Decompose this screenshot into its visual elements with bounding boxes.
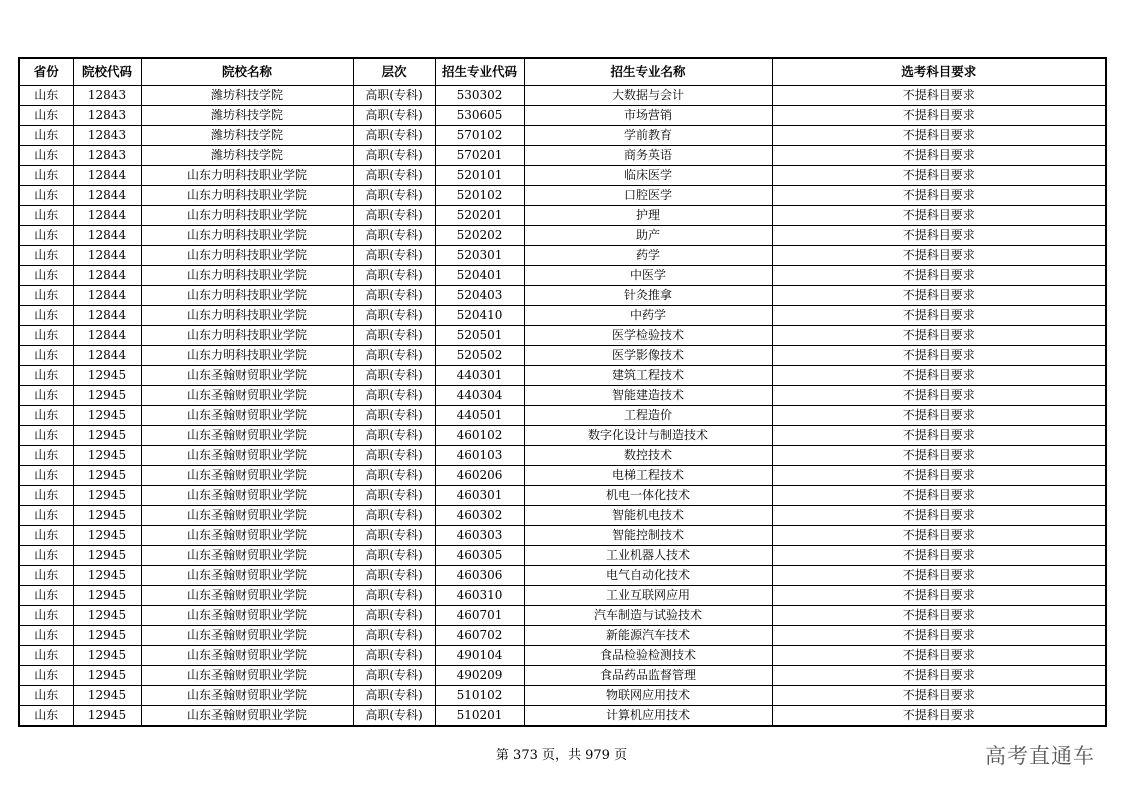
table-row (19, 666, 1106, 686)
cell-school-name: 山东力明科技职业学院 (141, 326, 353, 346)
cell-major-name: 电梯工程技术 (524, 466, 772, 486)
cell-province: 山东 (19, 686, 73, 706)
cell-level: 高职(专科) (353, 106, 435, 126)
cell-major-name: 物联网应用技术 (524, 686, 772, 706)
cell-province: 山东 (19, 266, 73, 286)
cell-province: 山东 (19, 106, 73, 126)
cell-level: 高职(专科) (353, 86, 435, 106)
cell-level: 高职(专科) (353, 246, 435, 266)
cell-major-code: 520202 (435, 226, 524, 246)
cell-major-code: 440304 (435, 386, 524, 406)
cell-level: 高职(专科) (353, 126, 435, 146)
cell-major-code: 520410 (435, 306, 524, 326)
cell-major-code: 490104 (435, 646, 524, 666)
table-row (19, 646, 1106, 666)
cell-school-name: 山东圣翰财贸职业学院 (141, 406, 353, 426)
cell-major-name: 新能源汽车技术 (524, 626, 772, 646)
cell-school-name: 山东圣翰财贸职业学院 (141, 386, 353, 406)
cell-major-code: 460103 (435, 446, 524, 466)
cell-school-code: 12945 (73, 606, 141, 626)
cell-major-name: 智能控制技术 (524, 526, 772, 546)
cell-major-name: 机电一体化技术 (524, 486, 772, 506)
header-subject-requirement: 选考科目要求 (772, 58, 1106, 86)
table-row (19, 106, 1106, 126)
cell-province: 山东 (19, 626, 73, 646)
table-row (19, 326, 1106, 346)
cell-major-name: 药学 (524, 246, 772, 266)
cell-school-code: 12844 (73, 246, 141, 266)
cell-major-code: 520501 (435, 326, 524, 346)
cell-province: 山东 (19, 426, 73, 446)
cell-province: 山东 (19, 606, 73, 626)
cell-subject-requirement: 不提科目要求 (772, 606, 1106, 626)
cell-school-code: 12844 (73, 346, 141, 366)
cell-major-code: 520102 (435, 186, 524, 206)
cell-school-name: 潍坊科技学院 (141, 126, 353, 146)
cell-level: 高职(专科) (353, 626, 435, 646)
cell-level: 高职(专科) (353, 606, 435, 626)
cell-subject-requirement: 不提科目要求 (772, 406, 1106, 426)
cell-major-code: 440301 (435, 366, 524, 386)
cell-school-code: 12945 (73, 426, 141, 446)
cell-level: 高职(专科) (353, 546, 435, 566)
cell-school-name: 山东圣翰财贸职业学院 (141, 586, 353, 606)
header-province: 省份 (19, 58, 73, 86)
cell-level: 高职(专科) (353, 406, 435, 426)
table-row (19, 586, 1106, 606)
cell-subject-requirement: 不提科目要求 (772, 206, 1106, 226)
cell-major-name: 学前教育 (524, 126, 772, 146)
cell-school-code: 12844 (73, 306, 141, 326)
cell-major-name: 智能建造技术 (524, 386, 772, 406)
cell-school-code: 12844 (73, 226, 141, 246)
cell-major-code: 530605 (435, 106, 524, 126)
table-row (19, 406, 1106, 426)
cell-school-name: 潍坊科技学院 (141, 146, 353, 166)
cell-school-code: 12945 (73, 386, 141, 406)
cell-province: 山东 (19, 246, 73, 266)
cell-province: 山东 (19, 586, 73, 606)
cell-subject-requirement: 不提科目要求 (772, 646, 1106, 666)
cell-province: 山东 (19, 666, 73, 686)
cell-subject-requirement: 不提科目要求 (772, 446, 1106, 466)
cell-major-name: 数控技术 (524, 446, 772, 466)
cell-major-code: 520401 (435, 266, 524, 286)
cell-school-name: 山东圣翰财贸职业学院 (141, 706, 353, 727)
cell-school-name: 山东力明科技职业学院 (141, 306, 353, 326)
table-row (19, 386, 1106, 406)
table-row (19, 546, 1106, 566)
table-row (19, 626, 1106, 646)
cell-major-code: 520502 (435, 346, 524, 366)
cell-major-name: 助产 (524, 226, 772, 246)
page-number: 第 373 页，共 979 页 (495, 748, 628, 763)
cell-school-code: 12945 (73, 626, 141, 646)
cell-province: 山东 (19, 386, 73, 406)
cell-level: 高职(专科) (353, 506, 435, 526)
cell-major-code: 460310 (435, 586, 524, 606)
cell-level: 高职(专科) (353, 586, 435, 606)
cell-school-name: 山东圣翰财贸职业学院 (141, 366, 353, 386)
cell-major-code: 460206 (435, 466, 524, 486)
cell-level: 高职(专科) (353, 566, 435, 586)
cell-school-name: 潍坊科技学院 (141, 106, 353, 126)
cell-province: 山东 (19, 146, 73, 166)
cell-major-name: 大数据与会计 (524, 86, 772, 106)
table-header-row (19, 58, 1106, 86)
header-major-code: 招生专业代码 (435, 58, 524, 86)
cell-level: 高职(专科) (353, 306, 435, 326)
cell-province: 山东 (19, 326, 73, 346)
cell-major-code: 530302 (435, 86, 524, 106)
cell-school-name: 潍坊科技学院 (141, 86, 353, 106)
cell-major-name: 中医学 (524, 266, 772, 286)
table-row (19, 266, 1106, 286)
cell-major-code: 520201 (435, 206, 524, 226)
cell-school-code: 12844 (73, 166, 141, 186)
cell-subject-requirement: 不提科目要求 (772, 546, 1106, 566)
table-row (19, 346, 1106, 366)
cell-major-name: 商务英语 (524, 146, 772, 166)
cell-school-name: 山东圣翰财贸职业学院 (141, 686, 353, 706)
cell-major-name: 工程造价 (524, 406, 772, 426)
table-row (19, 706, 1106, 727)
table-row (19, 246, 1106, 266)
cell-school-name: 山东圣翰财贸职业学院 (141, 506, 353, 526)
cell-subject-requirement: 不提科目要求 (772, 346, 1106, 366)
cell-province: 山东 (19, 186, 73, 206)
cell-major-name: 口腔医学 (524, 186, 772, 206)
cell-province: 山东 (19, 226, 73, 246)
cell-major-name: 针灸推拿 (524, 286, 772, 306)
cell-school-code: 12844 (73, 206, 141, 226)
cell-province: 山东 (19, 166, 73, 186)
cell-subject-requirement: 不提科目要求 (772, 246, 1106, 266)
cell-major-code: 520301 (435, 246, 524, 266)
cell-province: 山东 (19, 566, 73, 586)
cell-province: 山东 (19, 526, 73, 546)
cell-major-code: 510201 (435, 706, 524, 727)
cell-major-code: 460702 (435, 626, 524, 646)
cell-school-code: 12945 (73, 486, 141, 506)
cell-level: 高职(专科) (353, 666, 435, 686)
watermark-logo-text: 高考直通车 (985, 744, 1095, 768)
cell-major-code: 460701 (435, 606, 524, 626)
cell-school-code: 12844 (73, 186, 141, 206)
cell-major-code: 460301 (435, 486, 524, 506)
cell-subject-requirement: 不提科目要求 (772, 306, 1106, 326)
cell-major-name: 中药学 (524, 306, 772, 326)
cell-school-name: 山东力明科技职业学院 (141, 246, 353, 266)
cell-school-name: 山东圣翰财贸职业学院 (141, 466, 353, 486)
cell-school-name: 山东圣翰财贸职业学院 (141, 646, 353, 666)
cell-school-code: 12844 (73, 286, 141, 306)
cell-subject-requirement: 不提科目要求 (772, 326, 1106, 346)
cell-subject-requirement: 不提科目要求 (772, 386, 1106, 406)
cell-province: 山东 (19, 546, 73, 566)
cell-subject-requirement: 不提科目要求 (772, 626, 1106, 646)
table-row (19, 126, 1106, 146)
cell-major-name: 医学检验技术 (524, 326, 772, 346)
admission-table-container (18, 57, 1105, 727)
cell-level: 高职(专科) (353, 166, 435, 186)
table-row (19, 206, 1106, 226)
cell-subject-requirement: 不提科目要求 (772, 666, 1106, 686)
cell-school-name: 山东力明科技职业学院 (141, 266, 353, 286)
cell-major-name: 临床医学 (524, 166, 772, 186)
cell-major-name: 计算机应用技术 (524, 706, 772, 727)
cell-major-code: 510102 (435, 686, 524, 706)
cell-province: 山东 (19, 406, 73, 426)
cell-major-name: 建筑工程技术 (524, 366, 772, 386)
table-row (19, 446, 1106, 466)
cell-school-name: 山东力明科技职业学院 (141, 166, 353, 186)
cell-level: 高职(专科) (353, 686, 435, 706)
cell-level: 高职(专科) (353, 286, 435, 306)
cell-major-name: 医学影像技术 (524, 346, 772, 366)
cell-province: 山东 (19, 346, 73, 366)
cell-school-code: 12844 (73, 326, 141, 346)
table-row (19, 166, 1106, 186)
cell-subject-requirement: 不提科目要求 (772, 126, 1106, 146)
cell-province: 山东 (19, 206, 73, 226)
cell-subject-requirement: 不提科目要求 (772, 266, 1106, 286)
cell-subject-requirement: 不提科目要求 (772, 286, 1106, 306)
cell-subject-requirement: 不提科目要求 (772, 486, 1106, 506)
cell-school-name: 山东圣翰财贸职业学院 (141, 486, 353, 506)
cell-school-code: 12945 (73, 466, 141, 486)
cell-level: 高职(专科) (353, 706, 435, 727)
cell-province: 山东 (19, 446, 73, 466)
cell-major-code: 520101 (435, 166, 524, 186)
cell-level: 高职(专科) (353, 266, 435, 286)
table-row (19, 426, 1106, 446)
cell-subject-requirement: 不提科目要求 (772, 166, 1106, 186)
cell-school-code: 12945 (73, 586, 141, 606)
table-row (19, 186, 1106, 206)
cell-school-code: 12945 (73, 506, 141, 526)
cell-subject-requirement: 不提科目要求 (772, 226, 1106, 246)
cell-province: 山东 (19, 466, 73, 486)
cell-subject-requirement: 不提科目要求 (772, 586, 1106, 606)
cell-province: 山东 (19, 306, 73, 326)
cell-school-code: 12945 (73, 706, 141, 727)
cell-school-name: 山东圣翰财贸职业学院 (141, 526, 353, 546)
cell-subject-requirement: 不提科目要求 (772, 366, 1106, 386)
cell-major-code: 520403 (435, 286, 524, 306)
cell-level: 高职(专科) (353, 446, 435, 466)
cell-province: 山东 (19, 366, 73, 386)
cell-school-name: 山东圣翰财贸职业学院 (141, 666, 353, 686)
cell-school-name: 山东圣翰财贸职业学院 (141, 546, 353, 566)
cell-school-name: 山东力明科技职业学院 (141, 226, 353, 246)
cell-school-code: 12945 (73, 526, 141, 546)
cell-subject-requirement: 不提科目要求 (772, 86, 1106, 106)
cell-level: 高职(专科) (353, 326, 435, 346)
cell-level: 高职(专科) (353, 426, 435, 446)
cell-subject-requirement: 不提科目要求 (772, 706, 1106, 727)
cell-subject-requirement: 不提科目要求 (772, 146, 1106, 166)
table-row (19, 226, 1106, 246)
table-row (19, 566, 1106, 586)
cell-major-code: 460302 (435, 506, 524, 526)
cell-major-code: 570201 (435, 146, 524, 166)
cell-subject-requirement: 不提科目要求 (772, 186, 1106, 206)
cell-school-name: 山东圣翰财贸职业学院 (141, 426, 353, 446)
cell-major-code: 460305 (435, 546, 524, 566)
cell-school-name: 山东圣翰财贸职业学院 (141, 446, 353, 466)
table-row (19, 686, 1106, 706)
cell-level: 高职(专科) (353, 526, 435, 546)
cell-major-name: 工业互联网应用 (524, 586, 772, 606)
cell-level: 高职(专科) (353, 386, 435, 406)
cell-major-name: 护理 (524, 206, 772, 226)
cell-major-name: 市场营销 (524, 106, 772, 126)
cell-school-code: 12945 (73, 666, 141, 686)
cell-school-code: 12945 (73, 686, 141, 706)
header-major-name: 招生专业名称 (524, 58, 772, 86)
table-body (19, 86, 1106, 727)
cell-school-code: 12945 (73, 446, 141, 466)
cell-major-name: 汽车制造与试验技术 (524, 606, 772, 626)
cell-school-code: 12843 (73, 126, 141, 146)
table-row (19, 526, 1106, 546)
cell-school-name: 山东圣翰财贸职业学院 (141, 626, 353, 646)
cell-major-code: 570102 (435, 126, 524, 146)
cell-school-code: 12945 (73, 646, 141, 666)
cell-province: 山东 (19, 706, 73, 727)
table-row (19, 366, 1106, 386)
cell-level: 高职(专科) (353, 186, 435, 206)
cell-school-code: 12843 (73, 146, 141, 166)
cell-major-name: 数字化设计与制造技术 (524, 426, 772, 446)
cell-province: 山东 (19, 86, 73, 106)
table-row (19, 506, 1106, 526)
cell-level: 高职(专科) (353, 486, 435, 506)
cell-subject-requirement: 不提科目要求 (772, 106, 1106, 126)
cell-school-code: 12844 (73, 266, 141, 286)
cell-province: 山东 (19, 506, 73, 526)
cell-level: 高职(专科) (353, 226, 435, 246)
cell-school-name: 山东力明科技职业学院 (141, 186, 353, 206)
cell-school-code: 12945 (73, 546, 141, 566)
header-level: 层次 (353, 58, 435, 86)
cell-major-name: 食品药品监督管理 (524, 666, 772, 686)
cell-school-name: 山东力明科技职业学院 (141, 206, 353, 226)
table-row (19, 286, 1106, 306)
cell-school-name: 山东力明科技职业学院 (141, 346, 353, 366)
cell-level: 高职(专科) (353, 466, 435, 486)
cell-major-code: 490209 (435, 666, 524, 686)
cell-province: 山东 (19, 286, 73, 306)
table-row (19, 306, 1106, 326)
table-row (19, 86, 1106, 106)
cell-school-name: 山东圣翰财贸职业学院 (141, 566, 353, 586)
cell-major-code: 440501 (435, 406, 524, 426)
cell-major-code: 460303 (435, 526, 524, 546)
cell-subject-requirement: 不提科目要求 (772, 686, 1106, 706)
cell-level: 高职(专科) (353, 346, 435, 366)
header-school-name: 院校名称 (141, 58, 353, 86)
table-row (19, 146, 1106, 166)
cell-subject-requirement: 不提科目要求 (772, 506, 1106, 526)
cell-subject-requirement: 不提科目要求 (772, 526, 1106, 546)
cell-level: 高职(专科) (353, 366, 435, 386)
cell-major-name: 工业机器人技术 (524, 546, 772, 566)
cell-school-code: 12945 (73, 406, 141, 426)
cell-school-code: 12945 (73, 566, 141, 586)
cell-subject-requirement: 不提科目要求 (772, 566, 1106, 586)
table-row (19, 466, 1106, 486)
cell-major-code: 460306 (435, 566, 524, 586)
cell-major-name: 食品检验检测技术 (524, 646, 772, 666)
cell-school-name: 山东力明科技职业学院 (141, 286, 353, 306)
cell-level: 高职(专科) (353, 146, 435, 166)
admission-table (18, 57, 1107, 727)
cell-major-code: 460102 (435, 426, 524, 446)
cell-province: 山东 (19, 646, 73, 666)
cell-school-code: 12843 (73, 106, 141, 126)
cell-school-code: 12843 (73, 86, 141, 106)
cell-level: 高职(专科) (353, 646, 435, 666)
table-row (19, 606, 1106, 626)
cell-province: 山东 (19, 486, 73, 506)
cell-major-name: 智能机电技术 (524, 506, 772, 526)
cell-major-name: 电气自动化技术 (524, 566, 772, 586)
cell-school-name: 山东圣翰财贸职业学院 (141, 606, 353, 626)
cell-level: 高职(专科) (353, 206, 435, 226)
cell-school-code: 12945 (73, 366, 141, 386)
cell-subject-requirement: 不提科目要求 (772, 426, 1106, 446)
header-school-code: 院校代码 (73, 58, 141, 86)
table-row (19, 486, 1106, 506)
cell-subject-requirement: 不提科目要求 (772, 466, 1106, 486)
cell-province: 山东 (19, 126, 73, 146)
